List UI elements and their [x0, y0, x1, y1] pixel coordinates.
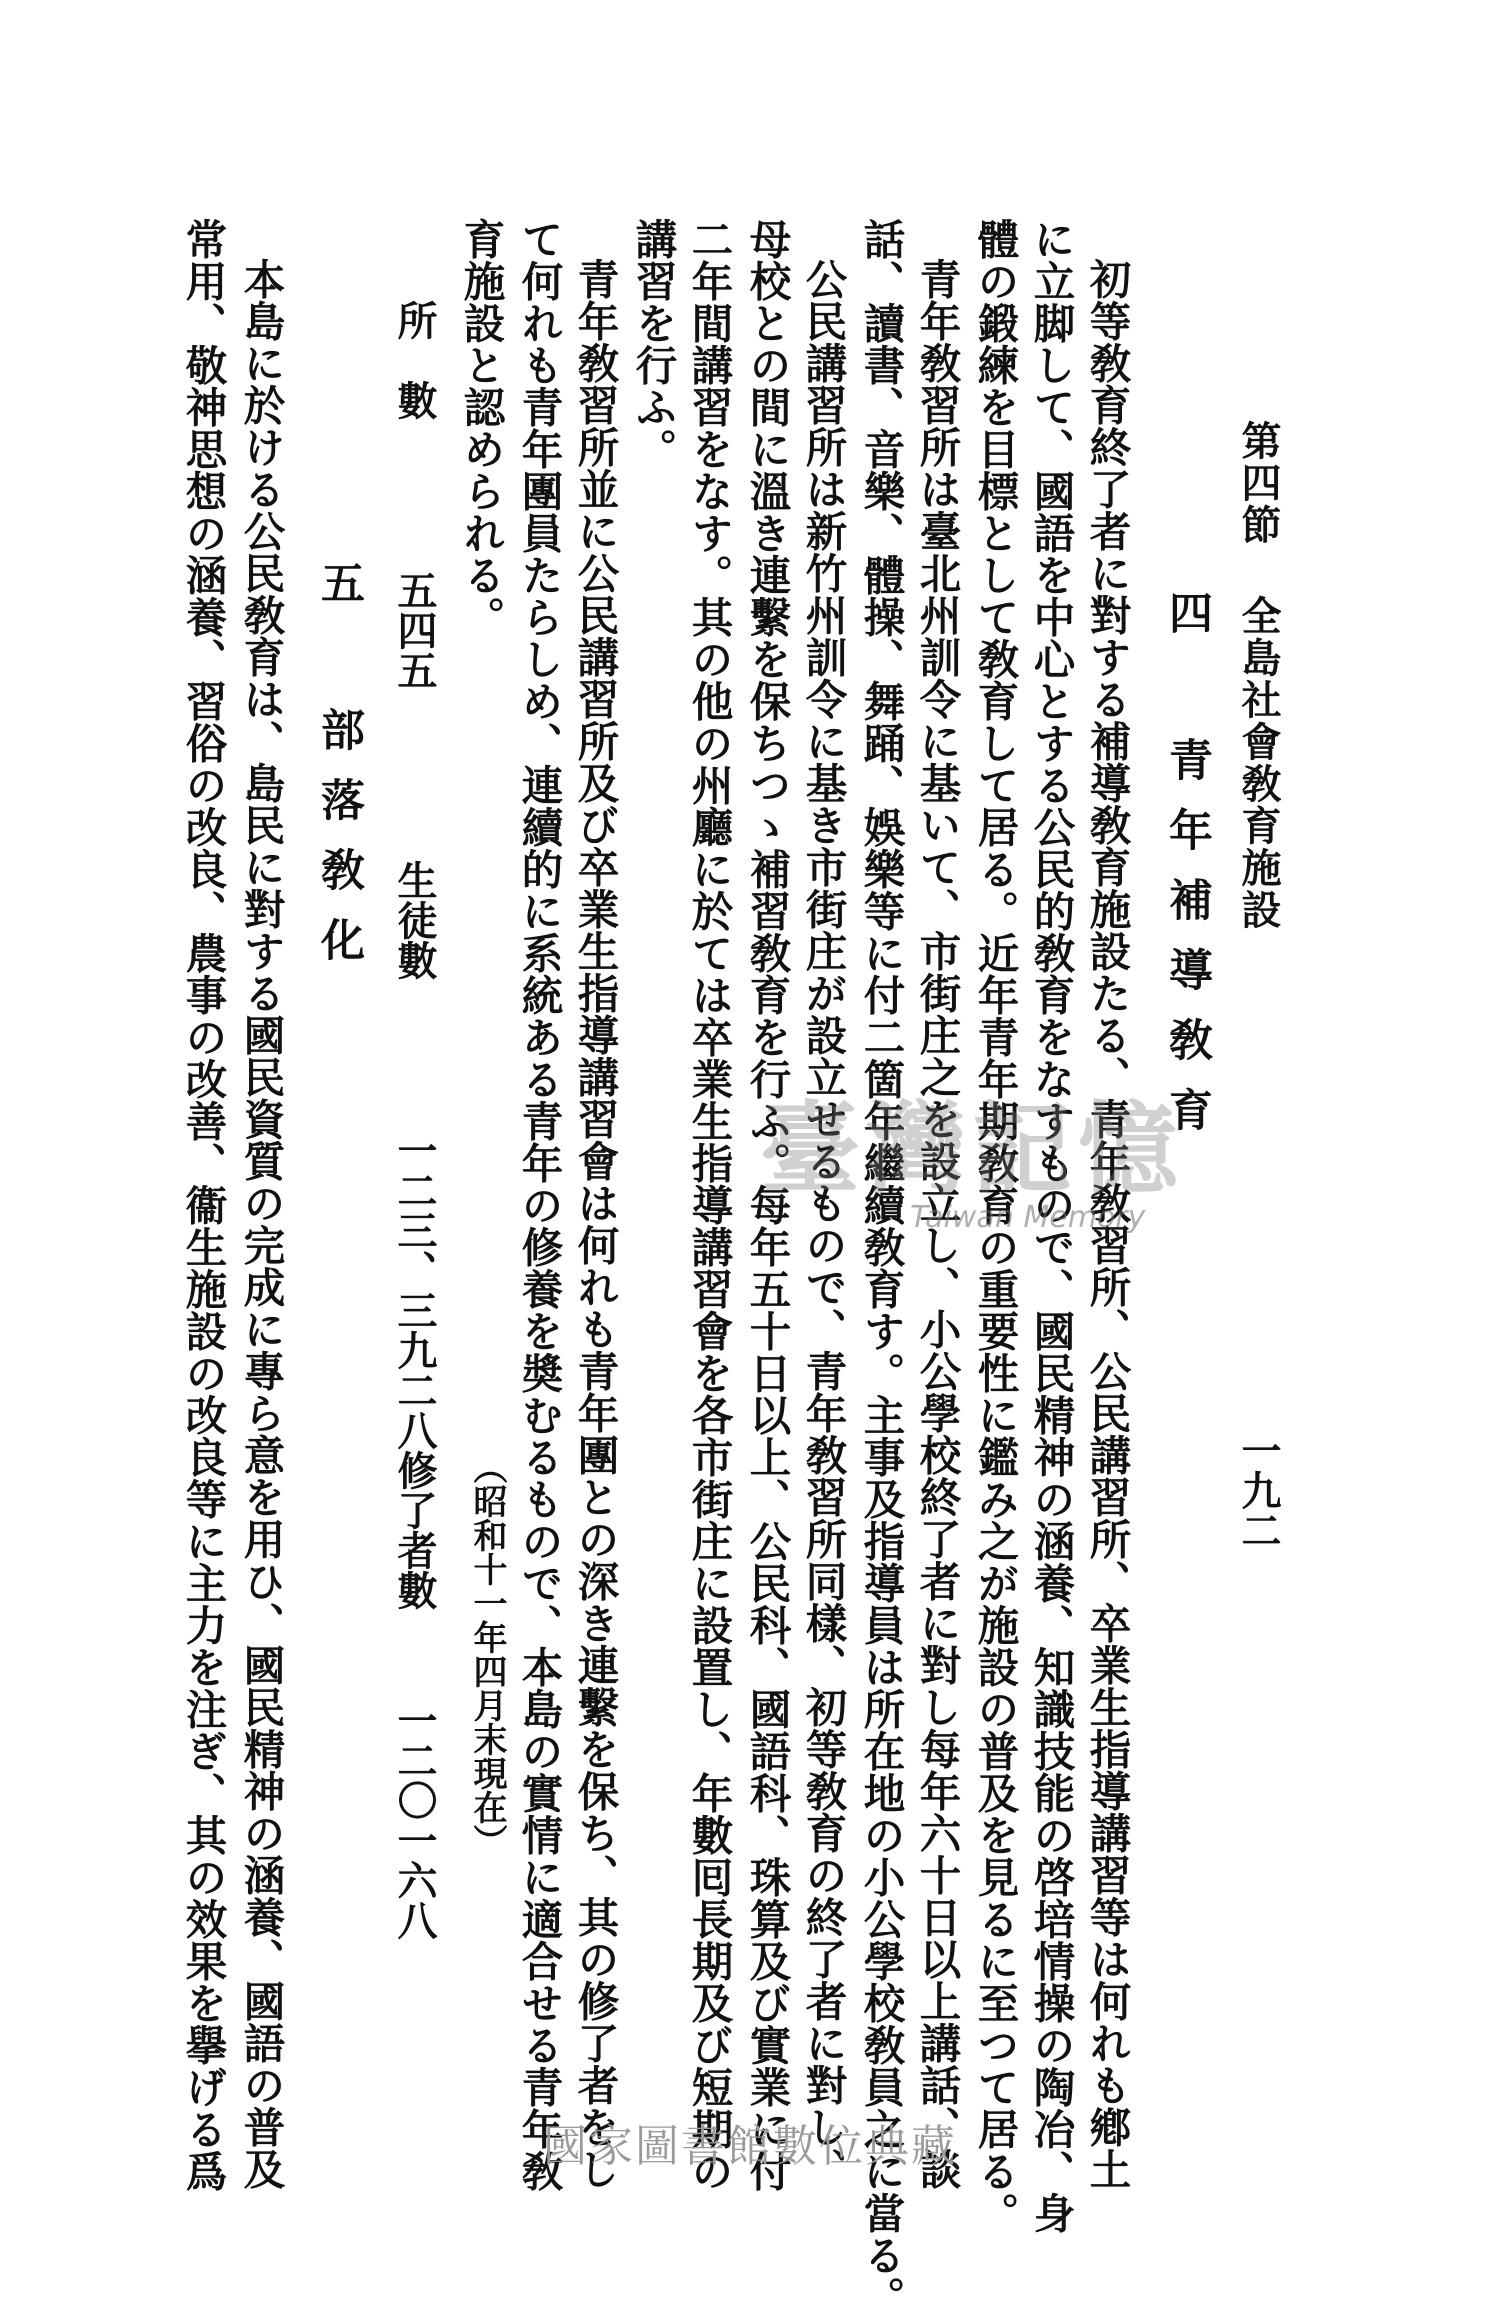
stat-label-graduates: 修了者數 [391, 1450, 438, 1610]
body-line: 二年間講習をなす。其の他の州廳に於ては卒業生指導講習會を各市街庄に設置し、年數囘長期及び短期の [684, 218, 734, 2192]
body-line: 青年敎習所並に公民講習所及び卒業生指導講習會は何れも青年團との深き連繫を保ち、其の修了者をし [570, 258, 620, 2190]
stat-label-students: 生徒數 [391, 860, 438, 980]
library-footer: 國家圖書館數位典藏 [543, 2121, 957, 2172]
body-line: 講習を行ふ。 [628, 218, 678, 470]
body-line: 常用、敬神思想の涵養、習俗の改良、農事の改善、衞生施設の改良等に主力を注ぎ、其の效果を擧げる爲 [178, 218, 228, 2192]
stat-value-students: 一二三、三九二八 [391, 1130, 438, 1450]
body-line: 公民講習所は新竹州訓令に基き市街庄が設立せるもので、青年敎習所同樣、初等敎育の終了者に對し、 [798, 258, 848, 2190]
body-line: 母校との間に溫き連繫を保ちつゝ補習敎育を行ふ。每年五十日以上、公民科、國語科、珠算及び實業に付 [742, 218, 792, 2192]
section-heading-youth-education: 四 青年補導敎育 [1161, 590, 1212, 1157]
section-heading-village-edification: 五 部落敎化 [313, 560, 364, 987]
body-line: 本島に於ける公民敎育は、島民に對する國民資質の完成に專ら意を用ひ、國民精神の涵養、國語の普及 [236, 258, 286, 2190]
body-line: て何れも青年團員たらしめ、連續的に系統ある青年の修養を奬むるもので、本島の實情に適合せる青年敎 [514, 218, 564, 2192]
body-line: 初等敎育終了者に對する補導敎育施設たる、青年敎習所、公民講習所、卒業生指導講習等は何れも鄕土 [1082, 258, 1132, 2190]
body-line: 青年敎習所は臺北州訓令に基いて、市街庄之を設立し、小公學校終了者に對し每年六十日以上講話、談 [912, 258, 962, 2190]
stat-label-count: 所 數 [391, 300, 438, 420]
running-header: 第四節 全島社會敎育施設 [1235, 420, 1282, 931]
stat-value-graduates: 一二〇一六八 [391, 1700, 438, 1940]
body-line: 育施設と認められる。 [456, 218, 506, 638]
date-note: （昭和十一年四月末現在） [467, 1450, 507, 1858]
body-line: に立脚して、國語を中心とする公民的敎育をなすもので、國民精神の涵養、知識技能の啓培情操の陶冶、身 [1026, 218, 1076, 2234]
body-line: 體の鍛練を目標として敎育して居る。近年青年期敎育の重要性に鑑み之が施設の普及を見るに至つて居る。 [970, 218, 1020, 2234]
taiwan-memory-watermark: 臺灣記憶 Taiwan Memory [760, 1091, 1184, 1235]
page-number: 一九二 [1235, 1430, 1282, 1550]
stat-value-count: 五四五 [391, 570, 438, 690]
body-line: 話、讀書、音樂、體操、舞踊、娛樂等に付二箇年繼續敎育す。主事及指導員は所在地の小公學校敎員之に當る。 [856, 218, 906, 2318]
